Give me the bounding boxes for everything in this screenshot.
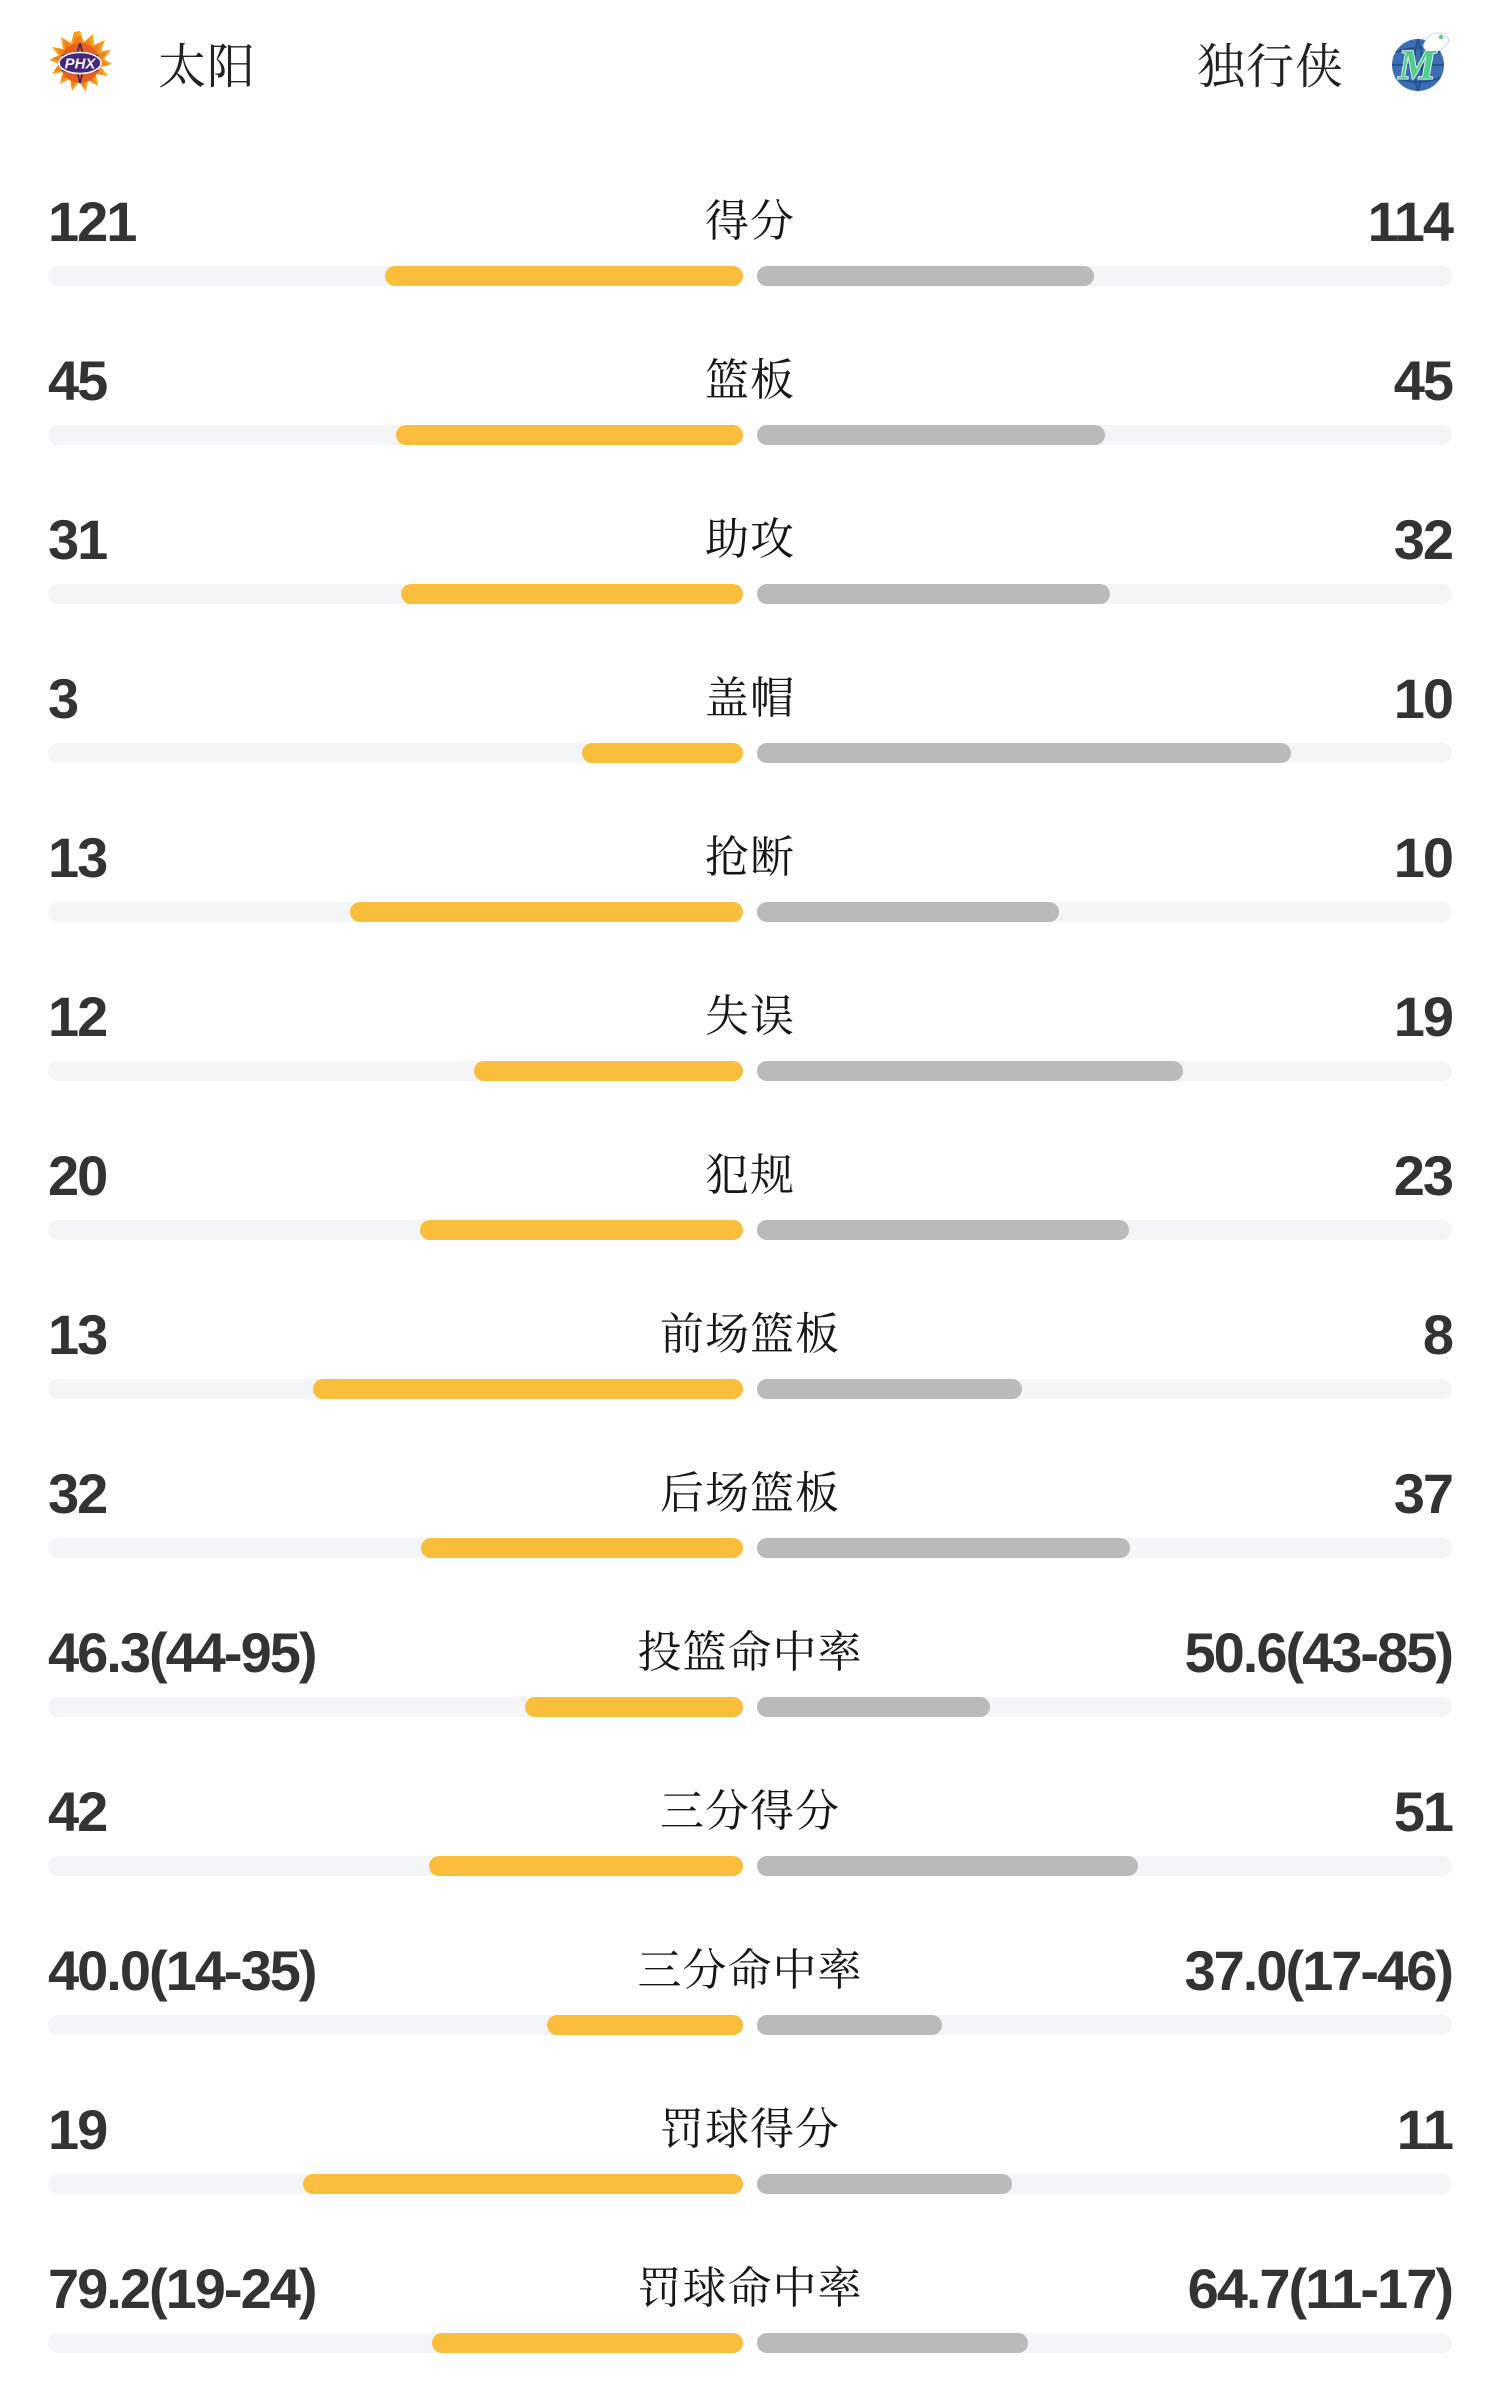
left-bar-track bbox=[48, 902, 743, 922]
stat-left-value: 32 bbox=[48, 1462, 107, 1525]
suns-abbr-text: PHX bbox=[64, 55, 96, 73]
stat-row-bars bbox=[48, 743, 1452, 763]
away-team[interactable] bbox=[1197, 28, 1452, 97]
stat-row bbox=[48, 349, 1452, 508]
stat-left-value: 121 bbox=[48, 190, 136, 253]
right-bar-fill bbox=[757, 2174, 1012, 2194]
stat-label: 后场篮板 bbox=[660, 1469, 840, 1518]
stats-comparison-list bbox=[0, 190, 1500, 2400]
stat-right-value: 37.0(17-46) bbox=[1184, 1939, 1452, 2002]
stat-label: 三分得分 bbox=[660, 1787, 840, 1836]
left-bar-track bbox=[48, 1697, 743, 1717]
stat-row-bars bbox=[48, 1379, 1452, 1399]
stat-row-bars bbox=[48, 1061, 1452, 1081]
left-bar-fill bbox=[420, 1220, 743, 1240]
right-bar-fill bbox=[757, 584, 1110, 604]
stat-row bbox=[48, 2257, 1452, 2400]
stat-row-bars bbox=[48, 2015, 1452, 2035]
stat-left-value: 13 bbox=[48, 826, 107, 889]
stat-row-values bbox=[48, 1621, 1452, 1685]
stat-row-values bbox=[48, 826, 1452, 890]
stat-row bbox=[48, 508, 1452, 667]
left-bar-track bbox=[48, 1061, 743, 1081]
stat-row-values bbox=[48, 349, 1452, 413]
right-bar-track bbox=[757, 902, 1452, 922]
left-bar-track bbox=[48, 1379, 743, 1399]
stat-right-value: 32 bbox=[1393, 508, 1452, 571]
stat-right-value: 64.7(11-17) bbox=[1187, 2257, 1452, 2320]
stat-right-value: 45 bbox=[1393, 349, 1452, 412]
suns-logo-icon bbox=[48, 30, 112, 94]
teams-header bbox=[0, 0, 1500, 94]
stat-row-values bbox=[48, 1780, 1452, 1844]
stat-right-value: 50.6(43-85) bbox=[1184, 1621, 1452, 1684]
stat-row-bars bbox=[48, 425, 1452, 445]
right-bar-track bbox=[757, 2333, 1452, 2353]
stat-left-value: 3 bbox=[48, 667, 78, 730]
stat-right-value: 8 bbox=[1422, 1303, 1452, 1366]
right-bar-fill bbox=[757, 1697, 990, 1717]
left-bar-fill bbox=[582, 743, 743, 763]
stat-right-value: 114 bbox=[1367, 190, 1452, 253]
stat-row bbox=[48, 1780, 1452, 1939]
away-team-name: 独行侠 bbox=[1196, 40, 1344, 94]
right-bar-track bbox=[757, 584, 1452, 604]
stat-row bbox=[48, 190, 1452, 349]
left-bar-track bbox=[48, 2333, 743, 2353]
stat-row-values bbox=[48, 1462, 1452, 1526]
left-bar-fill bbox=[313, 1379, 743, 1399]
right-bar-fill bbox=[757, 425, 1105, 445]
right-bar-fill bbox=[757, 1061, 1183, 1081]
left-bar-track bbox=[48, 266, 743, 286]
stat-row bbox=[48, 1939, 1452, 2098]
stat-right-value: 19 bbox=[1393, 985, 1452, 1048]
stat-left-value: 40.0(14-35) bbox=[48, 1939, 316, 2002]
stat-right-value: 37 bbox=[1393, 1462, 1452, 1525]
left-bar-fill bbox=[474, 1061, 743, 1081]
left-bar-track bbox=[48, 1220, 743, 1240]
stat-label: 盖帽 bbox=[705, 674, 795, 723]
stat-row-values bbox=[48, 985, 1452, 1049]
left-bar-fill bbox=[303, 2174, 743, 2194]
right-bar-track bbox=[757, 1061, 1452, 1081]
home-team[interactable] bbox=[48, 28, 256, 97]
right-bar-track bbox=[757, 2015, 1452, 2035]
right-bar-track bbox=[757, 1379, 1452, 1399]
right-bar-fill bbox=[757, 1856, 1138, 1876]
stat-row-values bbox=[48, 190, 1452, 254]
right-bar-track bbox=[757, 2174, 1452, 2194]
left-bar-fill bbox=[547, 2015, 743, 2035]
left-bar-fill bbox=[421, 1538, 743, 1558]
stat-row bbox=[48, 1303, 1452, 1462]
left-bar-fill bbox=[350, 902, 743, 922]
stat-row-values bbox=[48, 1939, 1452, 2003]
stat-left-value: 42 bbox=[48, 1780, 107, 1843]
stat-row bbox=[48, 826, 1452, 985]
stat-left-value: 20 bbox=[48, 1144, 107, 1207]
right-bar-track bbox=[757, 1856, 1452, 1876]
left-bar-track bbox=[48, 584, 743, 604]
left-bar-fill bbox=[385, 266, 743, 286]
left-bar-track bbox=[48, 1856, 743, 1876]
right-bar-fill bbox=[757, 266, 1094, 286]
stat-row-values bbox=[48, 508, 1452, 572]
stat-row-values bbox=[48, 667, 1452, 731]
left-bar-track bbox=[48, 743, 743, 763]
stat-label: 前场篮板 bbox=[660, 1310, 840, 1359]
right-bar-fill bbox=[757, 2015, 942, 2035]
stat-label: 篮板 bbox=[705, 356, 795, 405]
stat-right-value: 23 bbox=[1393, 1144, 1452, 1207]
stat-label: 投篮命中率 bbox=[637, 1628, 863, 1677]
stat-label: 失误 bbox=[705, 992, 795, 1041]
left-bar-track bbox=[48, 2174, 743, 2194]
stat-left-value: 13 bbox=[48, 1303, 107, 1366]
stat-right-value: 51 bbox=[1393, 1780, 1452, 1843]
stat-row bbox=[48, 1144, 1452, 1303]
left-bar-fill bbox=[432, 2333, 743, 2353]
stat-row-values bbox=[48, 1303, 1452, 1367]
right-bar-track bbox=[757, 1220, 1452, 1240]
left-bar-fill bbox=[396, 425, 744, 445]
stat-row-bars bbox=[48, 2174, 1452, 2194]
right-bar-fill bbox=[757, 1379, 1022, 1399]
stat-row bbox=[48, 667, 1452, 826]
right-bar-fill bbox=[757, 902, 1059, 922]
right-bar-track bbox=[757, 1697, 1452, 1717]
stat-row-bars bbox=[48, 902, 1452, 922]
left-bar-track bbox=[48, 2015, 743, 2035]
right-bar-track bbox=[757, 266, 1452, 286]
stat-left-value: 45 bbox=[48, 349, 107, 412]
right-bar-track bbox=[757, 743, 1452, 763]
stat-row-bars bbox=[48, 1220, 1452, 1240]
mavericks-abbr-text: M bbox=[1398, 43, 1436, 89]
stat-row-values bbox=[48, 2257, 1452, 2321]
right-bar-fill bbox=[757, 2333, 1028, 2353]
stat-label: 三分命中率 bbox=[637, 1946, 863, 1995]
stat-left-value: 79.2(19-24) bbox=[48, 2257, 316, 2320]
stat-left-value: 31 bbox=[48, 508, 107, 571]
stat-left-value: 12 bbox=[48, 985, 107, 1048]
stat-label: 助攻 bbox=[705, 515, 795, 564]
stat-right-value: 11 bbox=[1396, 2098, 1452, 2161]
stat-right-value: 10 bbox=[1393, 826, 1452, 889]
home-team-name: 太阳 bbox=[158, 40, 257, 94]
stat-label: 罚球得分 bbox=[660, 2105, 840, 2154]
left-bar-fill bbox=[401, 584, 743, 604]
left-bar-track bbox=[48, 425, 743, 445]
stat-row bbox=[48, 1462, 1452, 1621]
stat-label: 犯规 bbox=[705, 1151, 795, 1200]
stat-label: 抢断 bbox=[705, 833, 795, 882]
stat-row-bars bbox=[48, 1856, 1452, 1876]
right-bar-track bbox=[757, 1538, 1452, 1558]
left-bar-track bbox=[48, 1538, 743, 1558]
stat-row-bars bbox=[48, 266, 1452, 286]
stat-row-bars bbox=[48, 1697, 1452, 1717]
right-bar-fill bbox=[757, 1220, 1129, 1240]
stat-row bbox=[48, 2098, 1452, 2257]
mavericks-logo-icon bbox=[1388, 30, 1452, 94]
stat-label: 罚球命中率 bbox=[637, 2264, 863, 2313]
stat-row-bars bbox=[48, 2333, 1452, 2353]
left-bar-fill bbox=[525, 1697, 743, 1717]
stat-row-bars bbox=[48, 1538, 1452, 1558]
left-bar-fill bbox=[429, 1856, 743, 1876]
stat-row bbox=[48, 1621, 1452, 1780]
stat-label: 得分 bbox=[705, 197, 795, 246]
stat-left-value: 19 bbox=[48, 2098, 107, 2161]
stat-row-values bbox=[48, 2098, 1452, 2162]
stat-right-value: 10 bbox=[1393, 667, 1452, 730]
stat-row-values bbox=[48, 1144, 1452, 1208]
stat-left-value: 46.3(44-95) bbox=[48, 1621, 316, 1684]
stat-row bbox=[48, 985, 1452, 1144]
right-bar-fill bbox=[757, 1538, 1130, 1558]
right-bar-track bbox=[757, 425, 1452, 445]
right-bar-fill bbox=[757, 743, 1291, 763]
stat-row-bars bbox=[48, 584, 1452, 604]
